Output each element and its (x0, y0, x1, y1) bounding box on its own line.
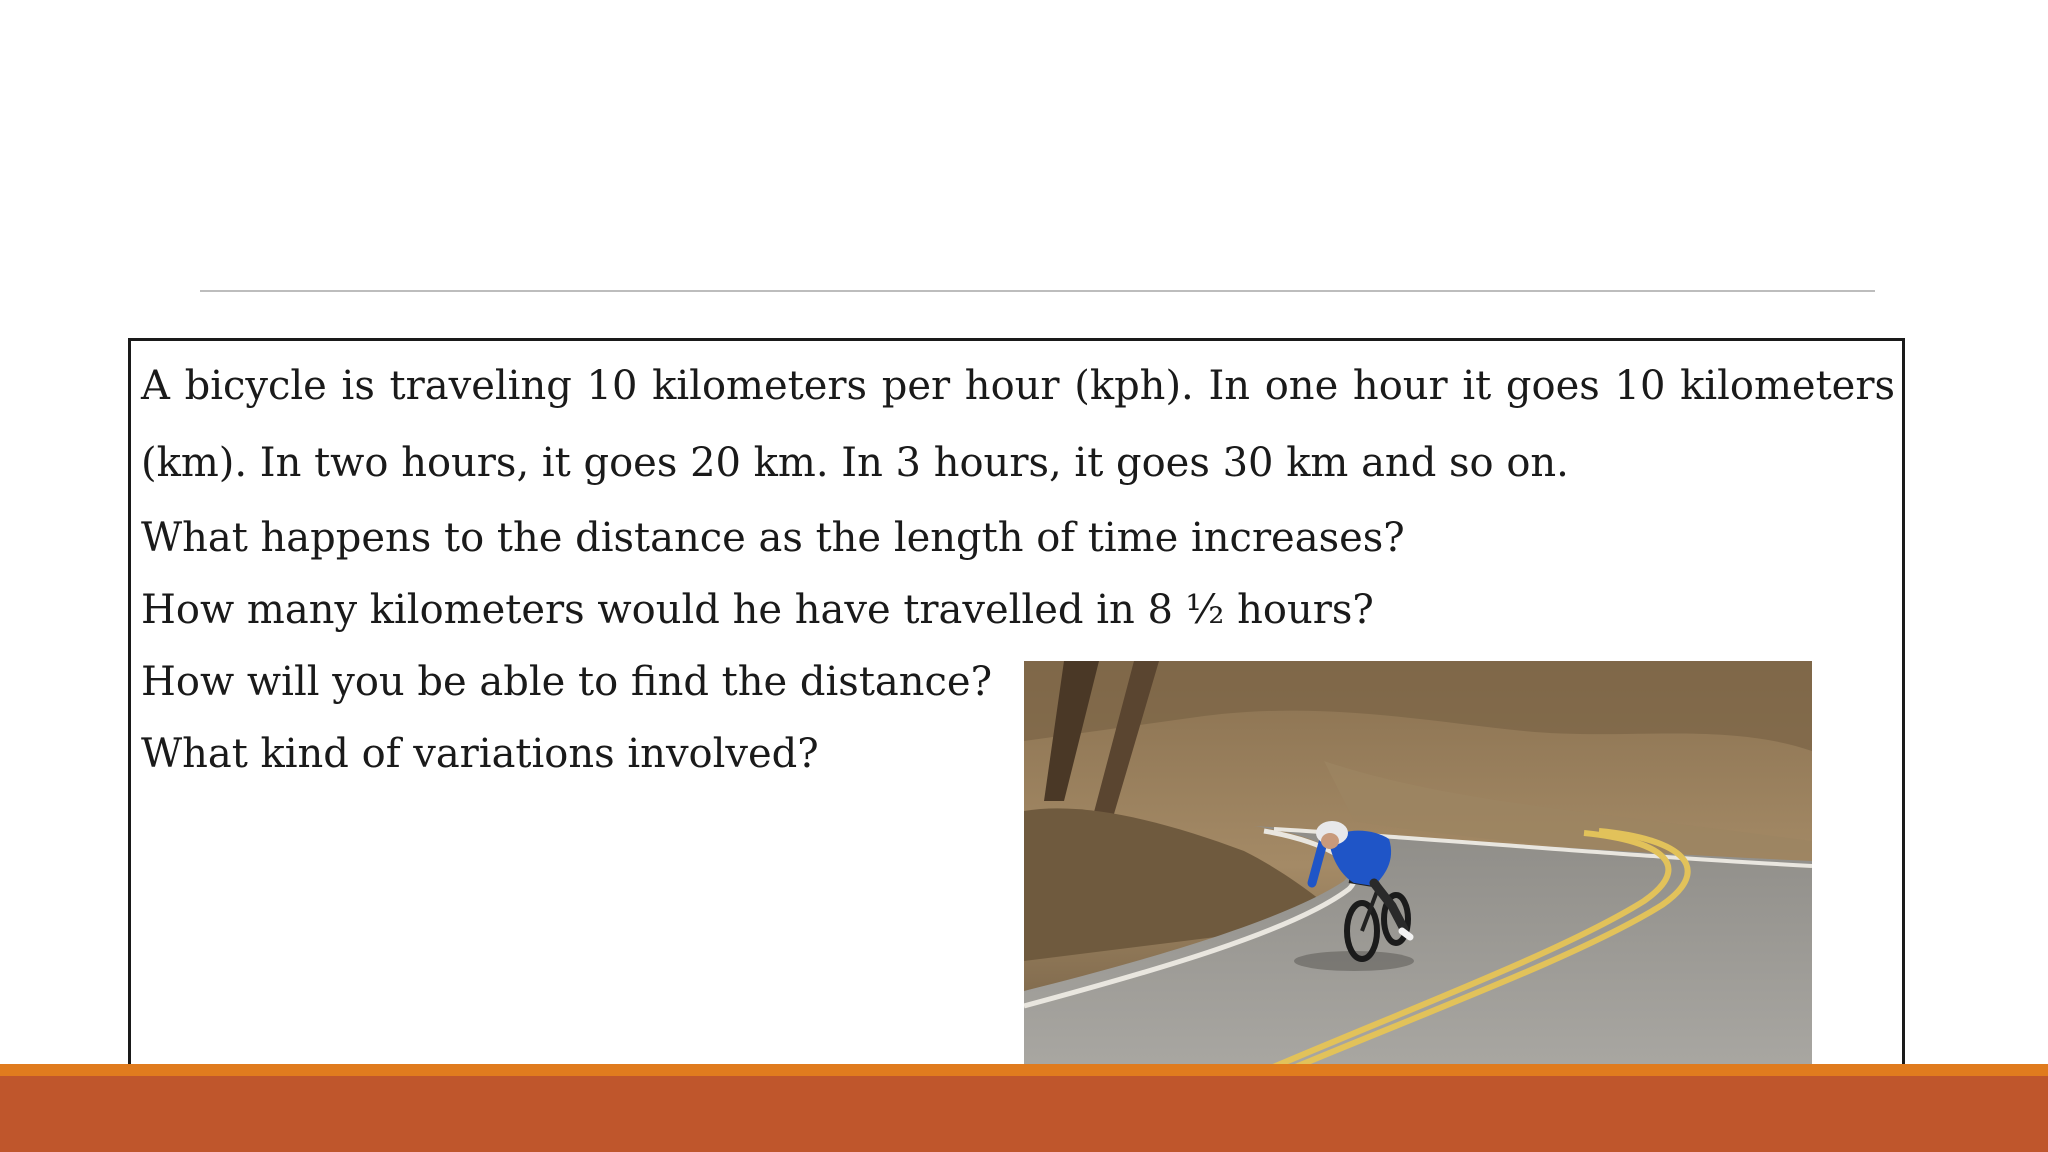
intro-paragraph: A bicycle is traveling 10 kilometers per hour (kph). In one hour it goes 10 kilometers (km). In two hours, it goes 20 km. In 3 hours, it goes 30 km and so on. (141, 363, 1895, 486)
footer-bar (0, 1076, 2048, 1152)
question-4: What kind of variations involved? (141, 731, 819, 777)
cyclist-photo (1024, 661, 1812, 1071)
question-2: How many kilometers would he have travelled in 8 ½ hours? (141, 587, 1374, 633)
question-1: What happens to the distance as the length of time increases? (141, 515, 1405, 561)
title-divider (200, 290, 1875, 292)
question-3: How will you be able to find the distance? (141, 659, 993, 705)
footer-accent-stripe (0, 1064, 2048, 1076)
